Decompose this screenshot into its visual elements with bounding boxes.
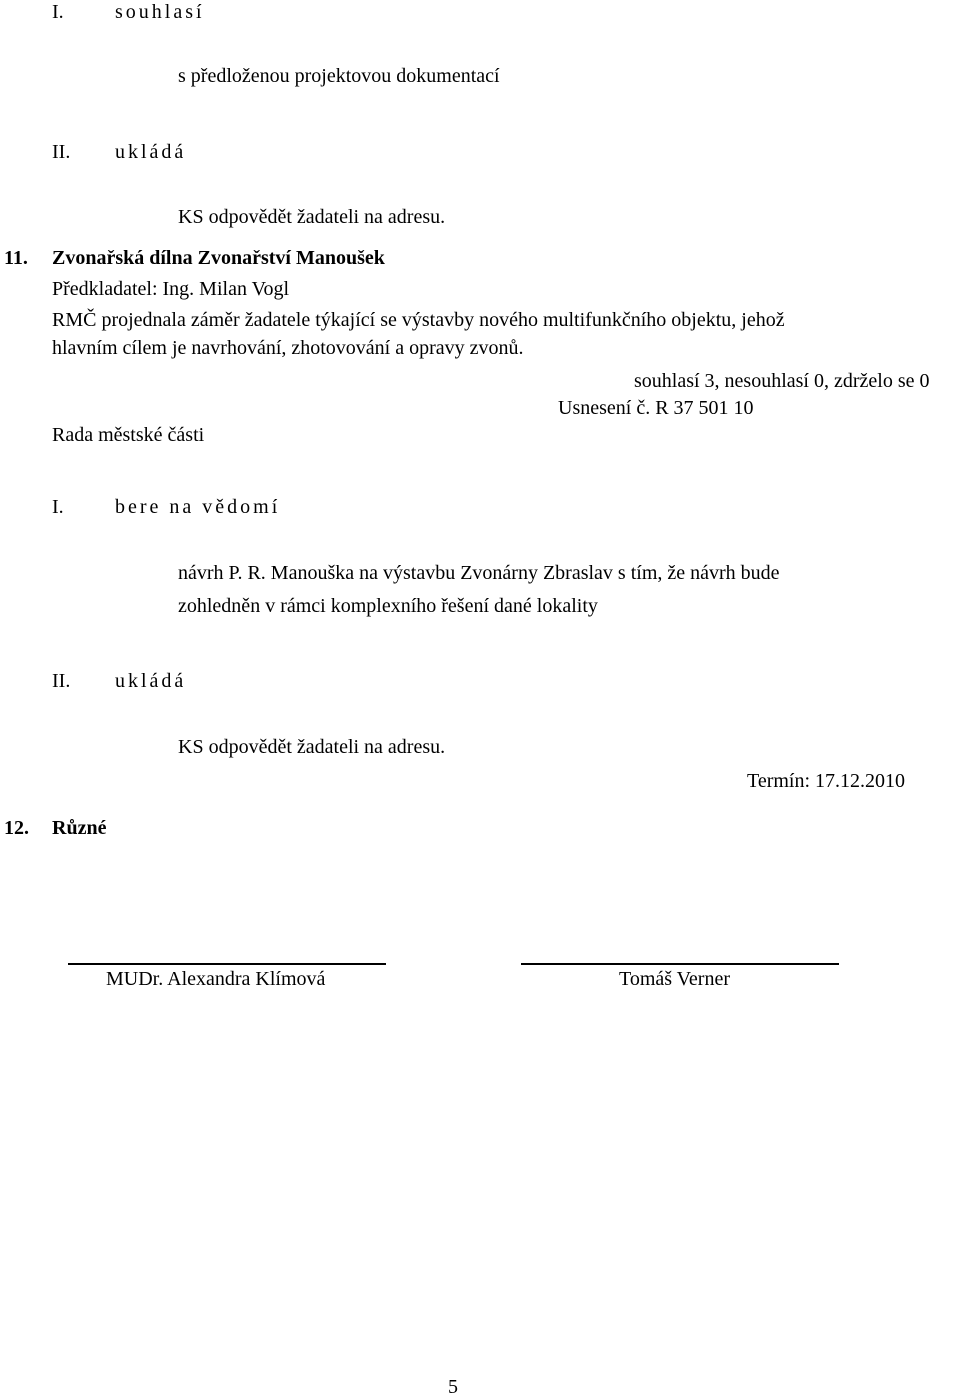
signature-line-right xyxy=(521,963,839,965)
s11-point1-verb: bere na vědomí xyxy=(115,496,281,518)
page-number: 5 xyxy=(448,1376,458,1398)
s10-point2-roman: II. xyxy=(52,141,71,163)
s10-point1-roman: I. xyxy=(52,1,64,23)
s11-description-line-1: RMČ projednala záměr žadatele týkající se výstavby nového multifunkčního objektu, jehož xyxy=(52,309,785,331)
s11-point2-text: KS odpovědět žadateli na adresu. xyxy=(178,736,446,758)
s11-title: Zvonařská dílna Zvonařství Manoušek xyxy=(52,247,385,269)
signature-name-right: Tomáš Verner xyxy=(619,968,730,990)
s11-point2-verb: ukládá xyxy=(115,670,187,692)
s10-point2-verb: ukládá xyxy=(115,141,187,163)
s10-point2-text: KS odpovědět žadateli na adresu. xyxy=(178,206,446,228)
s12-number: 12. xyxy=(4,817,29,839)
s11-point1-roman: I. xyxy=(52,496,64,518)
s11-presenter: Předkladatel: Ing. Milan Vogl xyxy=(52,278,290,300)
s11-point2-roman: II. xyxy=(52,670,71,692)
s12-title: Různé xyxy=(52,817,107,839)
s10-point1-verb: souhlasí xyxy=(115,1,205,23)
s11-point2-deadline: Termín: 17.12.2010 xyxy=(747,770,906,792)
s11-vote: souhlasí 3, nesouhlasí 0, zdrželo se 0 xyxy=(634,370,930,392)
signature-name-left: MUDr. Alexandra Klímová xyxy=(106,968,326,990)
s11-resolution: Usnesení č. R 37 501 10 xyxy=(558,397,754,419)
s11-number: 11. xyxy=(4,247,28,269)
s11-description-line-2: hlavním cílem je navrhování, zhotovování a opravy zvonů. xyxy=(52,337,524,359)
s11-point1-text-line-1: návrh P. R. Manouška na výstavbu Zvonárny Zbraslav s tím, že návrh bude xyxy=(178,562,780,584)
s11-council: Rada městské části xyxy=(52,424,205,446)
s11-point1-text-line-2: zohledněn v rámci komplexního řešení dané lokality xyxy=(178,595,598,617)
signature-line-left xyxy=(68,963,386,965)
s10-point1-text: s předloženou projektovou dokumentací xyxy=(178,65,500,87)
